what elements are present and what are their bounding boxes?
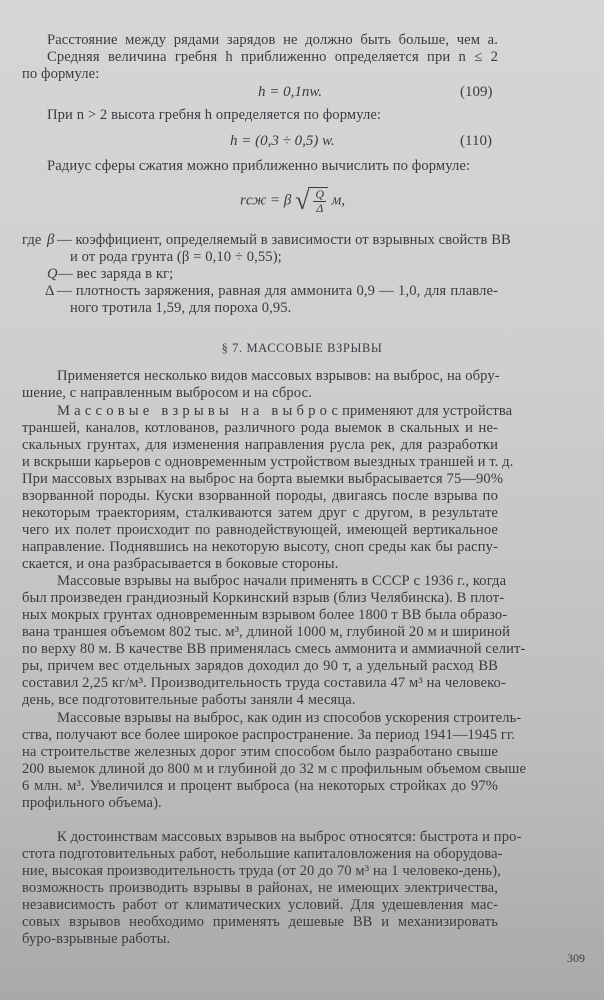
spaced-emphasis: Массовые взрывы на выброс xyxy=(57,403,343,419)
text-line: Применяется несколько видов массовых взрывов: на выброс, на обру- xyxy=(57,368,500,384)
text-line: Массовые взрывы на выброс начали применять в СССР с 1936 г., когда xyxy=(57,573,507,589)
fraction: $\frac{Q}{\Delta}$ xyxy=(315,186,325,215)
definition-text: — вес заряда в кг; xyxy=(58,266,174,282)
text-line: буро-взрывные работы. xyxy=(22,931,171,947)
equation-unit: м, xyxy=(331,192,346,209)
text-line: профильного объема). xyxy=(22,795,162,811)
text-line: был произведен грандиозный Коркинский взрыв (близ Челябинска). В плот- xyxy=(22,590,505,606)
equation-number: (110) xyxy=(460,133,492,149)
text-line: 200 выемок длиной до 800 м и глубиной до 32 м с профильным объемом свыше xyxy=(22,761,527,777)
text-line: взорванной породы. Куски взорванной породы, двигаясь после взрыва по xyxy=(22,488,498,504)
root-radicand xyxy=(308,187,328,215)
text-line: некоторым траекториям, сталкиваются затем друг с другом, в результате xyxy=(22,505,498,521)
text-line: Расстояние между рядами зарядов не должно быть больше, чем a. xyxy=(47,32,498,48)
equation-109: h = 0,1nw. xyxy=(258,84,323,100)
text-line: стота подготовительных работ, небольшие капиталовложения на оборудова- xyxy=(22,846,503,862)
definition-text: — коэффициент, определяемый в зависимости от взрывных свойств ВВ xyxy=(57,232,511,248)
text-line: траншей, каналов, котлованов, различного рода выемок в скальных и не- xyxy=(22,420,498,436)
equation-radius xyxy=(240,186,345,216)
definition-symbol: Δ xyxy=(45,283,55,299)
definition-symbol: Q xyxy=(47,266,58,282)
text-line: направление. Поднявшись на некоторую высоту, сноп среды как бы распу- xyxy=(22,539,498,555)
text-line: на строительстве железных дорог этим способом было разработано свыше xyxy=(22,744,498,760)
text-line: совых взрывов необходимо применять дешевые ВВ и механизировать xyxy=(22,914,498,930)
definition-text: ного тротила 1,59, для пороха 0,95. xyxy=(70,300,292,316)
text-line: составил 2,25 кг/м³. Производительность труда составила 47 м³ на человеко- xyxy=(22,675,506,691)
text-line: день, все подготовительные работы заняли 4 месяца. xyxy=(22,692,356,708)
equation-110: h = (0,3 ÷ 0,5) w. xyxy=(230,133,335,149)
text-line: Массовые взрывы на выброс применяют для устройства xyxy=(57,403,513,419)
text-line: возможность производить взрывы в районах, не имеющих электричества, xyxy=(22,880,498,896)
text-line: При n > 2 высота гребня h определяется по формуле: xyxy=(47,107,382,123)
equation-lhs: rсж = β xyxy=(240,192,292,209)
text-line: скальных грунтах, для изменения направления русла рек, для разработки xyxy=(22,437,498,453)
text-line: чего их полет происходит по равнодействующей, имеющей вертикальное xyxy=(22,522,498,538)
text-line: шение, с направленным выбросом и на сброс. xyxy=(22,385,312,401)
definition-symbol: β xyxy=(47,232,55,248)
text-line: При массовых взрывах на выброс на борта выемки выбрасывается 75—90% xyxy=(22,471,504,487)
text-line: независимость работ от климатических условий. Для удешевления мас- xyxy=(22,897,498,913)
definition-text: — плотность заряжения, равная для аммонита 0,9 — 1,0, для плавле- xyxy=(57,283,498,299)
text-line: Средняя величина гребня h приближенно определяется при n ≤ 2 xyxy=(47,49,498,65)
text-line: Радиус сферы сжатия можно приближенно вычислить по формуле: xyxy=(47,158,471,174)
text-line: К достоинствам массовых взрывов на выброс относятся: быстрота и про- xyxy=(57,829,522,845)
text-line: Массовые взрывы на выброс, как один из способов ускорения строитель- xyxy=(57,710,522,726)
section-heading: § 7. МАССОВЫЕ ВЗРЫВЫ xyxy=(221,341,383,355)
definition-text: и от рода грунта (β = 0,10 ÷ 0,55); xyxy=(70,249,282,265)
text-line: 6 млн. м³. Увеличился и процент выброса (на некоторых стройках до 97% xyxy=(22,778,498,794)
root-sign: √ xyxy=(295,186,310,215)
definition-prefix: где xyxy=(22,232,42,248)
text-line: ства, получают все более широкое распространение. За период 1941—1945 гг. xyxy=(22,727,516,743)
text-line: скается, и она разбрасывается в боковые стороны. xyxy=(22,556,339,572)
text-line: ние, высокая производительность труда (от 20 до 70 м³ на 1 человеко-день), xyxy=(22,863,501,879)
text-line: по верху 80 м. В качестве ВВ применялась смесь аммонита и аммиачной селит- xyxy=(22,641,526,657)
text-line: по формуле: xyxy=(22,66,100,82)
text-line: ных мокрых грунтах одновременным взрывом более 1800 т ВВ была образо- xyxy=(22,607,508,623)
text-line: ры, причем вес отдельных зарядов доходил до 90 т, а удельный расход ВВ xyxy=(22,658,498,674)
equation-number: (109) xyxy=(460,84,493,100)
text-line: вана траншея объемом 802 тыс. м³, длиной 1000 м, глубиной 20 м и шириной xyxy=(22,624,510,640)
text-line: и вскрыши карьеров с одновременным устройством выездных траншей и т. д. xyxy=(22,454,514,470)
page-number: 309 xyxy=(567,951,585,965)
